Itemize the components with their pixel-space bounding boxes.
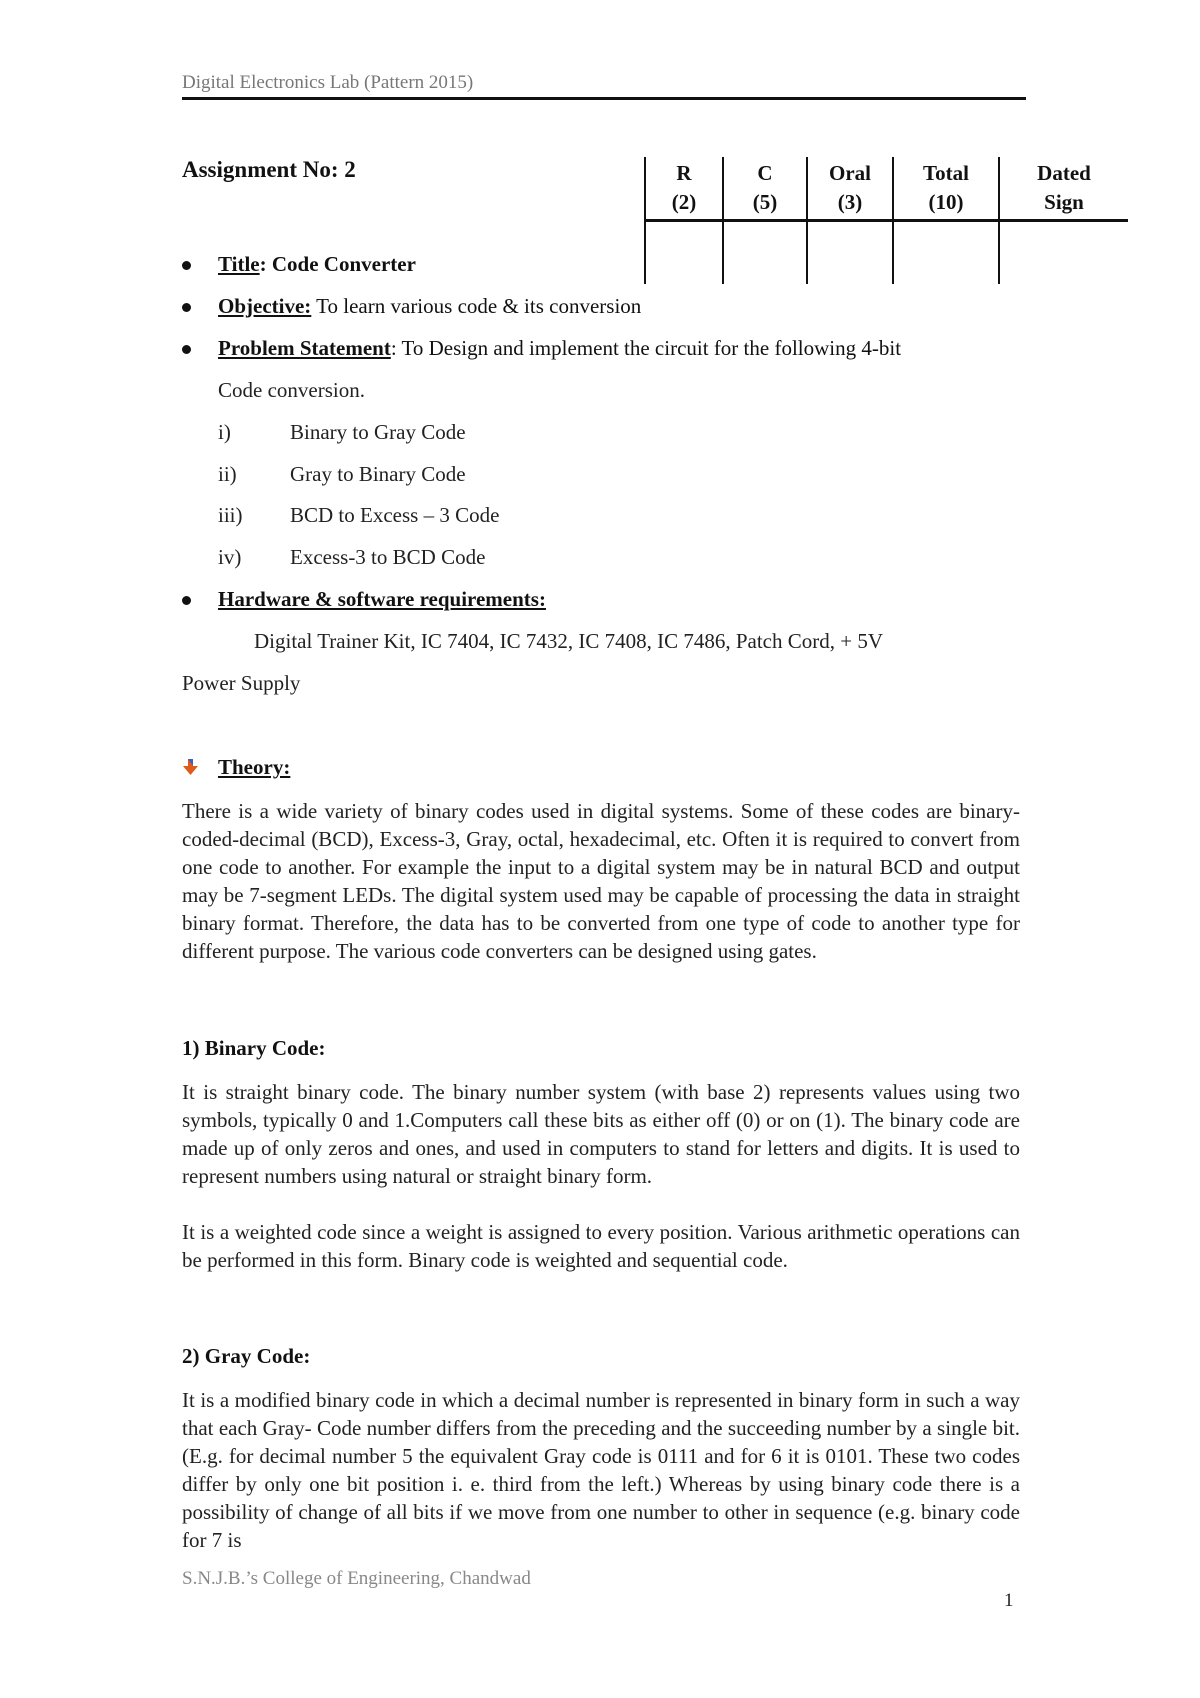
conversion-item: Binary to Gray Code (290, 420, 466, 444)
conversion-num: iv) (218, 545, 242, 569)
hardware-list-continuation: Power Supply (182, 671, 301, 695)
bullet-icon (182, 345, 191, 354)
marks-table-header-row (645, 157, 1128, 221)
bullet-icon (182, 261, 191, 270)
conversion-num: i) (218, 420, 231, 444)
theory-heading: Theory: (218, 755, 291, 779)
marks-cell-dated-sign (999, 221, 1128, 285)
binary-code-paragraph-2: It is a weighted code since a weight is assigned to every position. Various arithmetic operations can be performed in this form. Binary code is weighted and sequential code. (182, 1220, 1020, 1272)
footer-college: S.N.J.B.’s College of Engineering, Chandwad (182, 1568, 531, 1589)
bullet-icon (182, 596, 191, 605)
hardware-list: Digital Trainer Kit, IC 7404, IC 7432, IC 7408, IC 7486, Patch Cord, + 5V (254, 629, 883, 653)
marks-col-r: R (2) (645, 157, 723, 221)
gray-code-heading: 2) Gray Code: (182, 1344, 311, 1368)
marks-col-total: Total (10) (893, 157, 999, 221)
marks-table-entry-row (645, 221, 1128, 285)
marks-col-oral: Oral (3) (807, 157, 893, 221)
conversion-item: BCD to Excess – 3 Code (290, 503, 500, 527)
conversion-item: Gray to Binary Code (290, 462, 466, 486)
problem-statement-value: : To Design and implement the circuit for the following 4-bit (390, 336, 902, 360)
page-number: 1 (1004, 1590, 1014, 1611)
conversion-item: Excess-3 to BCD Code (290, 545, 486, 569)
hardware-label: Hardware & software requirements: (218, 587, 546, 611)
marks-cell-c (723, 221, 807, 285)
problem-statement-continuation: Code conversion. (218, 378, 365, 402)
gray-code-paragraph: It is a modified binary code in which a decimal number is represented in binary form in such a way that each Gray- Code number differs from the preceding and the succeeding number by a single bit. (E.g. for decimal number 5 the equivalent Gray code is 0111 and for 6 it is 0101. These two codes differ by only one bit position i. e. third from the left.) Whereas by using binary code there is a possibility of change of all bits if we move from one number to other in sequence (e.g. binary code for 7 is (182, 1388, 1020, 1552)
binary-code-heading: 1) Binary Code: (182, 1036, 326, 1060)
title-value: Code Converter (266, 252, 416, 276)
title-label: Title (218, 252, 260, 276)
conversion-num: ii) (218, 462, 237, 486)
theory-paragraph: There is a wide variety of binary codes used in digital systems. Some of these codes are binary- coded-decimal (BCD), Excess-3, Gray, octal, hexadecimal, etc. Often it is required to convert from one code to another. For example the input to a digital system may be in natural BCD and output may be 7-segment LEDs. The digital system used may be capable of processing the data in straight binary format. Therefore, the data has to be converted from one type of code to another type for different purpose. The various code converters can be designed using gates. (182, 799, 1020, 963)
marks-cell-oral (807, 221, 893, 285)
header-divider (182, 97, 1026, 100)
marks-table (644, 157, 1128, 284)
objective-value: To learn various code & its conversion (311, 294, 642, 318)
binary-code-paragraph-1: It is straight binary code. The binary number system (with base 2) represents values using two symbols, typically 0 and 1.Computers call these bits as either off (0) or on (1). The binary code are made up of only zeros and ones, and used in computers to stand for letters and digits. It is used to represent numbers using natural or straight binary form. (182, 1080, 1020, 1188)
bullet-icon (182, 303, 191, 312)
marks-col-c: C (5) (723, 157, 807, 221)
objective-label: Objective: (218, 294, 312, 318)
problem-statement-label: Problem Statement (218, 336, 391, 360)
conversion-num: iii) (218, 503, 243, 527)
arrow-down-icon (182, 758, 200, 776)
marks-cell-total (893, 221, 999, 285)
marks-col-dated-sign: Dated Sign (999, 157, 1128, 221)
assignment-title: Assignment No: 2 (182, 157, 356, 182)
page-header-title: Digital Electronics Lab (Pattern 2015) (182, 72, 474, 93)
marks-cell-r (645, 221, 723, 285)
